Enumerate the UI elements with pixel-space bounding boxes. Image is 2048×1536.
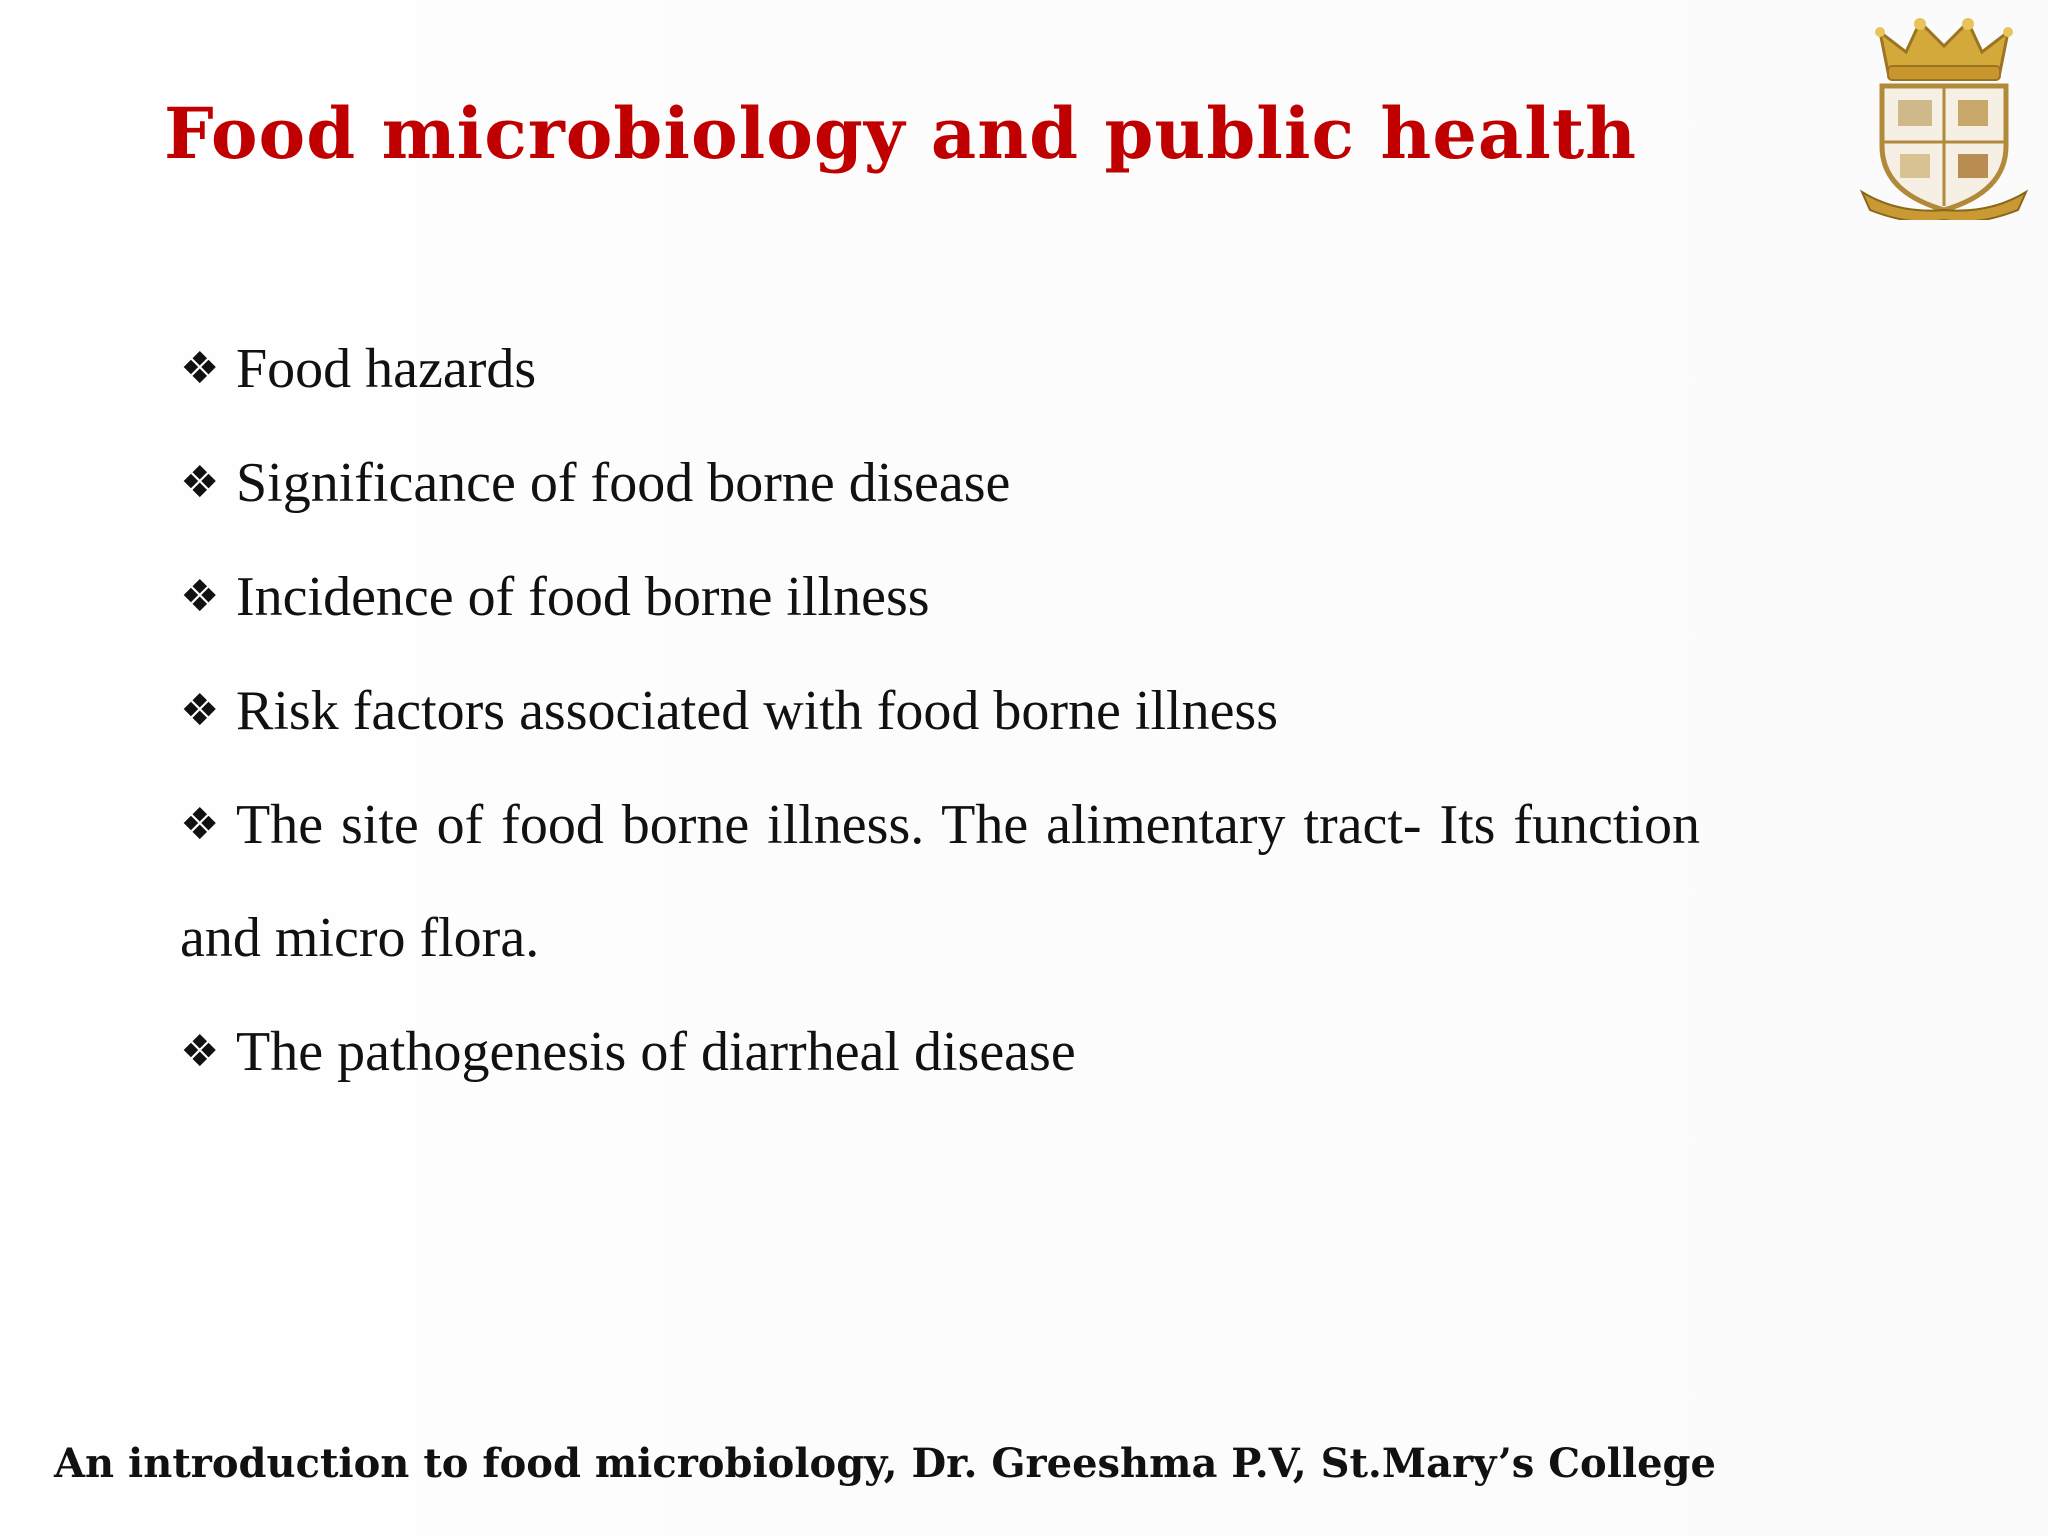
- list-item: [180, 540, 1700, 654]
- diamond-bullet-icon: ❖: [180, 457, 220, 508]
- bullet-list: [180, 312, 1700, 1109]
- bullet-text: Incidence of food borne illness: [236, 566, 930, 628]
- bullet-text: Risk factors associated with food borne illness: [236, 680, 1279, 742]
- college-crest-icon: [1858, 14, 2030, 220]
- list-item: [180, 768, 1700, 995]
- list-item: [180, 312, 1700, 426]
- bullet-text: Food hazards: [236, 338, 537, 400]
- bullet-text: Significance of food borne disease: [236, 452, 1011, 514]
- bullet-text: The site of food borne illness. The alimentary tract- Its function and micro flora.: [180, 794, 1700, 969]
- slide-footer: An introduction to food microbiology, Dr. Greeshma P.V, St.Mary’s College: [54, 1440, 1716, 1487]
- list-item: [180, 654, 1700, 768]
- list-item: [180, 995, 1700, 1109]
- diamond-bullet-icon: ❖: [180, 571, 220, 622]
- list-item: [180, 426, 1700, 540]
- diamond-bullet-icon: ❖: [180, 343, 220, 394]
- diamond-bullet-icon: ❖: [180, 1026, 220, 1077]
- slide-title: Food microbiology and public health: [164, 92, 1638, 175]
- bullet-text: The pathogenesis of diarrheal disease: [236, 1021, 1076, 1083]
- diamond-bullet-icon: ❖: [180, 685, 220, 736]
- diamond-bullet-icon: ❖: [180, 799, 220, 850]
